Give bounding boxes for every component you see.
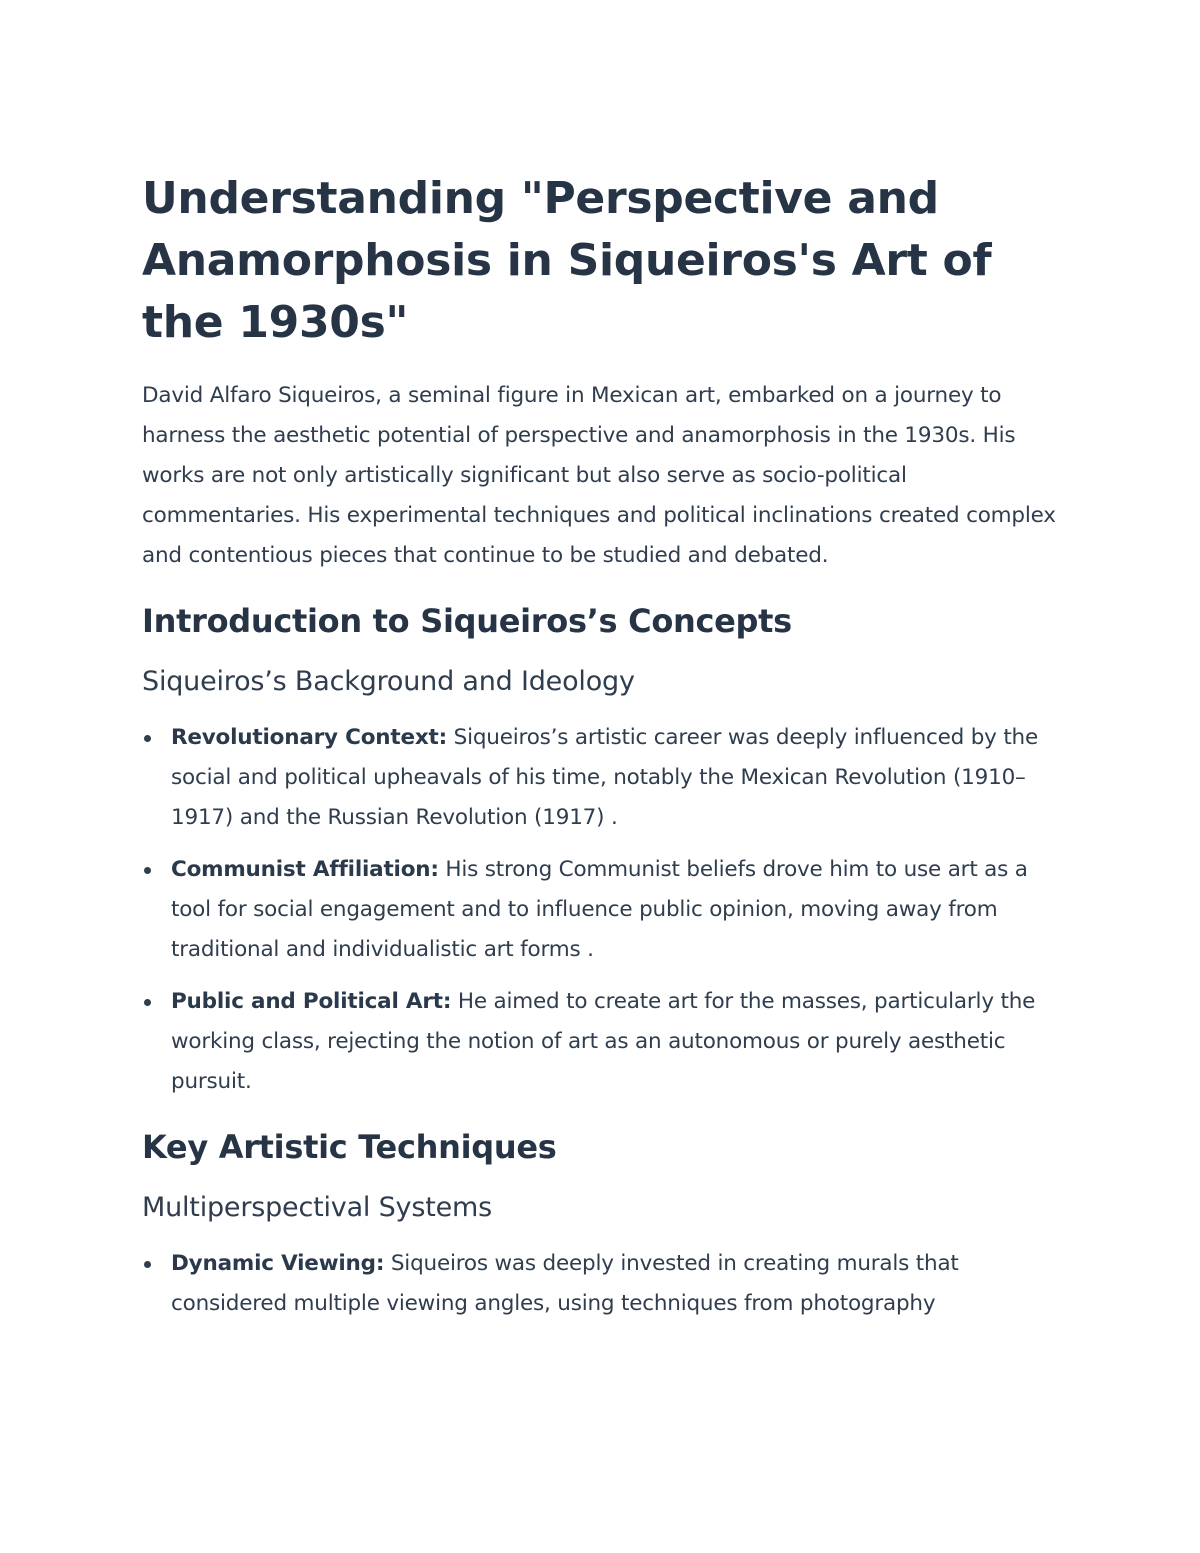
- section-heading-techniques: Key Artistic Techniques: [142, 1128, 557, 1166]
- subheading-background: Siqueiros’s Background and Ideology: [142, 666, 635, 697]
- list-item: [142, 982, 1072, 1102]
- list-item-text: Siqueiros’s artistic career was deeply influenced by the social and political upheavals of his time, notably the Mexican Revolution (1910–1917) and the Russian Revolution (1917) .: [171, 725, 1039, 830]
- bullet-list-background: [142, 718, 1072, 1102]
- bullet-icon: [144, 867, 151, 874]
- page-title: Understanding "Perspective and Anamorphosis in Siqueiros's Art of the 1930s": [142, 173, 992, 348]
- subheading-multiperspectival: Multiperspectival Systems: [142, 1192, 492, 1223]
- list-item-term: Communist Affiliation:: [171, 857, 439, 882]
- list-item-text: His strong Communist beliefs drove him to use art as a tool for social engagement and to influence public opinion, moving away from traditional and individualistic art forms .: [171, 857, 1028, 962]
- bullet-icon: [144, 999, 151, 1006]
- list-item: [142, 718, 1072, 838]
- list-item-term: Revolutionary Context:: [171, 725, 447, 750]
- list-item: [142, 1244, 1072, 1324]
- bullet-icon: [144, 735, 151, 742]
- list-item-term: Dynamic Viewing:: [171, 1251, 385, 1276]
- document-page: [142, 168, 1072, 1336]
- bullet-list-techniques: [142, 1244, 1072, 1324]
- intro-paragraph: David Alfaro Siqueiros, a seminal figure in Mexican art, embarked on a journey to harness the aesthetic potential of perspective and anamorphosis in the 1930s. His works are not only artistically significant but also serve as socio-political commentaries. His experimental techniques and political inclinations created complex and contentious pieces that continue to be studied and debated.: [142, 383, 1056, 568]
- section-heading-concepts: Introduction to Siqueiros’s Concepts: [142, 602, 792, 640]
- list-item-term: Public and Political Art:: [171, 989, 452, 1014]
- list-item-text: Siqueiros was deeply invested in creating murals that considered multiple viewing angles, using techniques from photography: [171, 1251, 959, 1316]
- bullet-icon: [144, 1261, 151, 1268]
- list-item: [142, 850, 1072, 970]
- list-item-text: He aimed to create art for the masses, particularly the working class, rejecting the notion of art as an autonomous or purely aesthetic pursuit.: [171, 989, 1036, 1094]
